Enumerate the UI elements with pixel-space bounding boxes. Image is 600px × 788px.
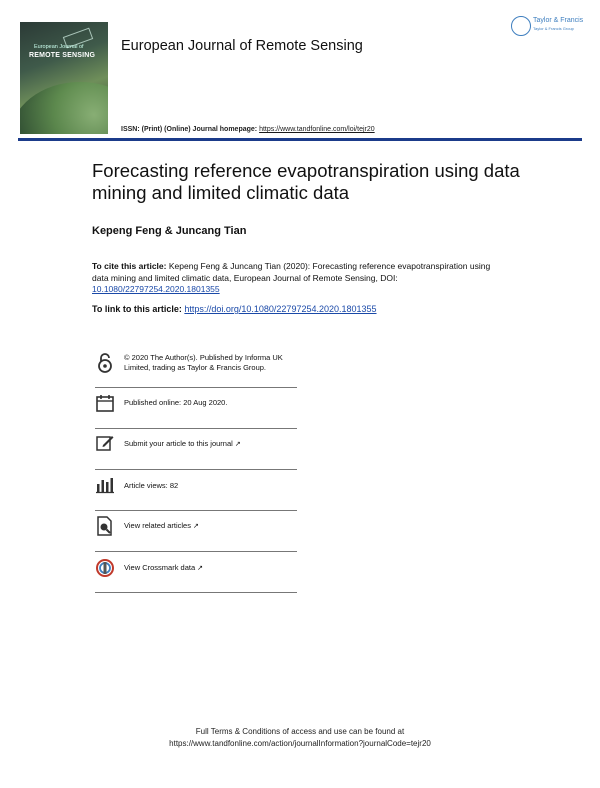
citation-text: Kepeng Feng & Juncang Tian (2020): Forecasting reference evapotranspiration using data mining and limited climatic data, European Journal of Remote Sensing, DOI:	[92, 261, 491, 283]
calendar-icon	[95, 393, 117, 415]
terms-footer-url[interactable]: https://www.tandfonline.com/action/journalInformation?journalCode=tejr20	[169, 739, 431, 748]
info-row-views	[95, 470, 297, 511]
terms-footer	[0, 726, 600, 750]
crossmark-icon	[95, 558, 117, 580]
journal-title: European Journal of Remote Sensing	[121, 38, 363, 54]
article-title: Forecasting reference evapotranspiration using data mining and limited climatic data	[92, 160, 520, 203]
article-views: Article views: 82	[124, 481, 179, 490]
article-link-block	[92, 304, 377, 314]
publisher-logo-name: Taylor & Francis	[533, 17, 584, 24]
related-articles-text: View related articles	[124, 521, 191, 530]
publisher-logo-icon	[511, 16, 531, 36]
crossmark-text: View Crossmark data	[124, 563, 196, 572]
external-link-icon: ↗	[234, 441, 241, 448]
citation-label: To cite this article:	[92, 261, 167, 271]
journal-cover-image	[20, 22, 108, 134]
issn-line	[121, 126, 375, 133]
submit-article-link[interactable]	[124, 439, 241, 450]
article-doi-url[interactable]: https://doi.org/10.1080/22797254.2020.1801355	[184, 304, 377, 314]
info-row-related[interactable]	[95, 511, 297, 552]
citation-doi-link[interactable]: 10.1080/22797254.2020.1801355	[92, 284, 220, 294]
info-row-open-access	[95, 344, 297, 388]
published-date: Published online: 20 Aug 2020.	[124, 398, 228, 407]
article-info-list	[95, 344, 297, 593]
info-row-crossmark[interactable]	[95, 552, 297, 593]
issn-label: ISSN: (Print) (Online) Journal homepage:	[121, 126, 258, 133]
edit-pencil-icon	[95, 433, 117, 455]
cover-big-text: REMOTE SENSING	[29, 52, 96, 59]
external-link-icon: ↗	[197, 565, 204, 572]
info-row-submit[interactable]	[95, 429, 297, 470]
crossmark-link[interactable]	[124, 563, 203, 574]
publisher-logo[interactable]	[511, 16, 583, 36]
terms-footer-line1: Full Terms & Conditions of access and use can be found at	[195, 727, 405, 736]
cover-small-text: European Journal of	[34, 44, 84, 50]
header-divider	[18, 138, 582, 141]
info-row-published	[95, 388, 297, 429]
open-access-lock-icon	[95, 352, 117, 374]
submit-article-text: Submit your article to this journal	[124, 439, 233, 448]
external-link-icon: ↗	[192, 523, 199, 530]
article-authors: Kepeng Feng & Juncang Tian	[92, 225, 247, 237]
related-articles-link[interactable]	[124, 521, 199, 532]
citation-block	[92, 261, 502, 296]
article-link-label: To link to this article:	[92, 304, 182, 314]
journal-homepage-link[interactable]: https://www.tandfonline.com/loi/tejr20	[259, 126, 375, 133]
document-search-icon	[95, 515, 117, 537]
earth-graphic	[20, 82, 108, 134]
publisher-logo-sub: Taylor & Francis Group	[533, 26, 574, 31]
bar-chart-icon	[95, 476, 117, 498]
open-access-text: © 2020 The Author(s). Published by Informa UK Limited, trading as Taylor & Francis Group.	[124, 353, 283, 372]
